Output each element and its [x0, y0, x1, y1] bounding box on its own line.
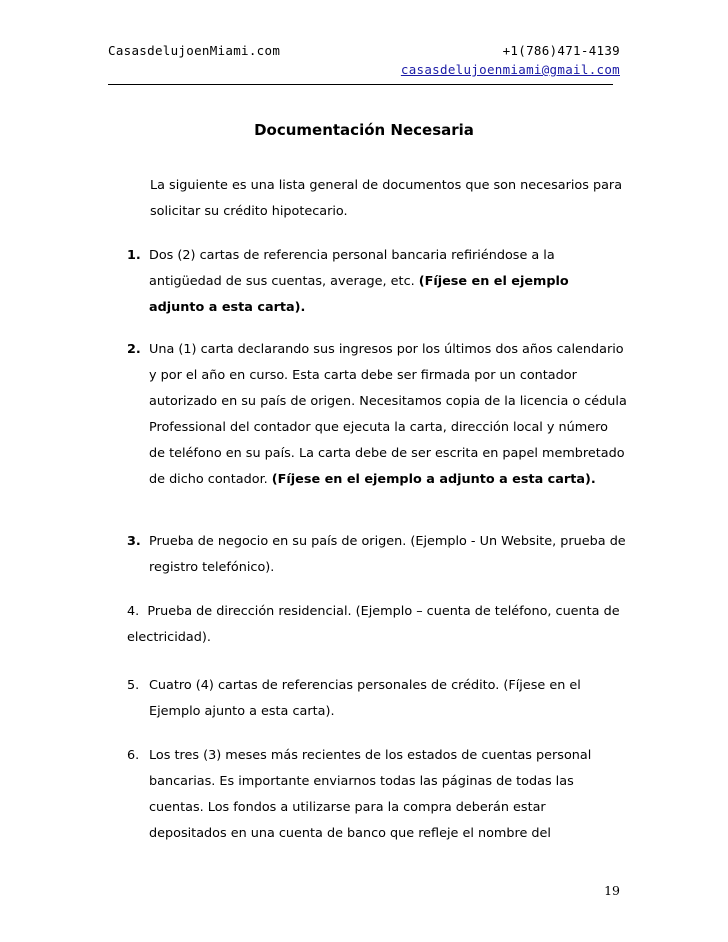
header-site: CasasdelujoenMiami.com [108, 43, 281, 58]
list-item-1 [127, 243, 627, 321]
list-item-number: 4. [127, 604, 140, 619]
list-item-6 [127, 743, 627, 847]
list-item-note: (Fíjese en el ejemplo a adjunto a esta carta). [271, 472, 596, 487]
list-item-number: 1. [127, 248, 141, 263]
list-item-text: Prueba de dirección residencial. (Ejemplo – cuenta de teléfono, cuenta de electricidad). [127, 604, 620, 645]
list-item-3 [127, 529, 627, 581]
intro-paragraph: La siguiente es una lista general de documentos que son necesarios para solicitar su crédito hipotecario. [150, 178, 623, 219]
header-phone: +1(786)471-4139 [502, 43, 620, 58]
page-title: Documentación Necesaria [254, 121, 474, 139]
list-item-text: Una (1) carta declarando sus ingresos por los últimos dos años calendario y por el año en curso. Esta carta debe ser firmada por un contador autorizado en su país de origen. Necesitamos copia de la licencia o cédula Professional del contador que ejecuta la carta, dirección local y número de teléfono en su país. La carta debe de ser escrita en papel membretado de dicho contador. [149, 342, 627, 487]
list-item-5 [127, 673, 627, 725]
page-number: 19 [604, 883, 620, 898]
list-item-number: 3. [127, 534, 141, 549]
list-item-text: Dos (2) cartas de referencia personal bancaria refiriéndose a la antigüedad de sus cuentas, average, etc. [149, 248, 555, 289]
list-item-note: (Fíjese en el ejemplo adjunto a esta carta). [149, 274, 569, 315]
list-item-text: Los tres (3) meses más recientes de los estados de cuentas personal bancarias. Es importante enviarnos todas las páginas de todas las cuentas. Los fondos a utilizarse para la compra deberán estar depositados en una cuenta de banco que refleje el nombre del [149, 748, 592, 841]
header-email-link[interactable]: casasdelujoenmiami@gmail.com [400, 62, 620, 77]
list-item-text: Prueba de negocio en su país de origen. (Ejemplo - Un Website, prueba de registro telefónico). [149, 534, 626, 575]
list-item-2 [127, 337, 627, 493]
header-rule [108, 84, 613, 85]
list-item-text: Cuatro (4) cartas de referencias personales de crédito. (Fíjese en el Ejemplo ajunto a esta carta). [149, 678, 581, 719]
list-item-number: 5. [127, 678, 140, 693]
list-item-number: 2. [127, 342, 141, 357]
list-item-number: 6. [127, 748, 140, 763]
list-item-4 [108, 599, 628, 651]
